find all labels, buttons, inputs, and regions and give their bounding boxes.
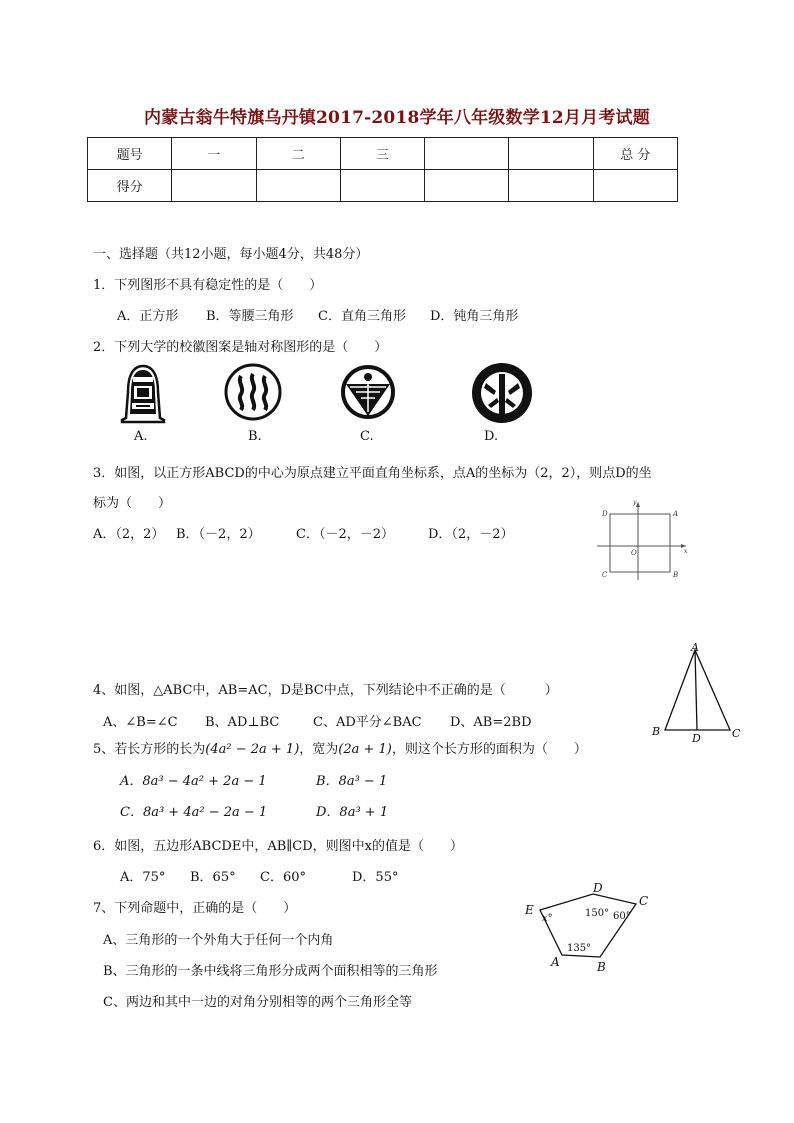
score-table (87, 137, 678, 202)
question-5-length: (4a² − 2a + 1) (205, 742, 300, 757)
emblem-b-icon (223, 362, 283, 422)
score-cell (425, 170, 509, 202)
question-3-option-b: B．（－2，2） (176, 527, 261, 542)
score-cell (509, 170, 593, 202)
question-1-option-b: B．等腰三角形 (206, 309, 294, 324)
question-2-option-d: D. (484, 429, 499, 444)
question-1-option-a: A．正方形 (117, 309, 179, 324)
question-7-option-c: C、两边和其中一边的对角分别相等的两个三角形全等 (103, 995, 412, 1010)
question-7-stem: 7、下列命题中，正确的是（ ） (93, 901, 297, 916)
score-cell: 总 分 (593, 138, 677, 170)
figure-label-c: C (732, 727, 741, 740)
question-3-option-d: D．（2，－2） (428, 527, 514, 542)
figure-label-d: D (692, 732, 701, 745)
question-1-option-c: C．直角三角形 (318, 309, 406, 324)
question-6-option-d: D．55° (352, 870, 399, 885)
figure-label-b: B (673, 571, 679, 579)
question-6-option-b: B．65° (190, 870, 236, 885)
question-5-option-c: C．8a³ + 4a² − 2a − 1 (120, 805, 268, 820)
question-5-width: (2a + 1) (338, 742, 392, 757)
question-5-stem-prefix: 5、若长方形的长为 (93, 742, 206, 757)
emblem-d-icon (470, 361, 534, 425)
question-6-option-c: C．60° (260, 870, 306, 885)
figure-label-d: D (593, 881, 603, 895)
score-cell: 一 (172, 138, 256, 170)
pentagon-figure (520, 880, 660, 975)
question-5-option-d: D．8a³ + 1 (316, 805, 389, 820)
score-cell: 三 (340, 138, 424, 170)
score-cell (425, 138, 509, 170)
score-table-header-row (88, 138, 678, 170)
question-3-option-c: C．（－2，－2） (296, 527, 394, 542)
score-cell (172, 170, 256, 202)
figure-label-a: A (691, 641, 699, 654)
score-cell (340, 170, 424, 202)
emblem-c-icon (338, 362, 398, 422)
score-cell (256, 170, 340, 202)
question-5-option-b: B．8a³ − 1 (316, 774, 388, 789)
question-3-stem-line2: 标为（ ） (93, 496, 172, 511)
score-cell (509, 138, 593, 170)
figure-label-e: E (525, 903, 534, 917)
question-5-stem-mid: ，宽为 (299, 742, 339, 757)
score-cell: 二 (256, 138, 340, 170)
figure-label-x: x (684, 548, 688, 555)
question-2-option-c: C. (360, 429, 374, 444)
question-1-option-d: D．钝角三角形 (430, 309, 519, 324)
angle-label-150: 150° (585, 908, 610, 919)
score-table-score-row (88, 170, 678, 202)
question-5-stem (93, 738, 587, 757)
question-5-stem-suffix: ，则这个长方形的面积为（ ） (391, 742, 587, 757)
figure-label-o: O (631, 549, 637, 557)
angle-label-135: 135° (567, 943, 592, 954)
figure-label-y: y (633, 499, 637, 506)
angle-label-x: x° (542, 913, 553, 924)
figure-label-a: A (551, 955, 560, 969)
figure-label-c: C (639, 894, 649, 908)
angle-label-60: 60° (613, 911, 631, 922)
question-4-option-c: C、AD平分∠BAC (313, 715, 422, 730)
question-7-option-b: B、三角形的一条中线将三角形分成两个面积相等的三角形 (103, 964, 438, 979)
question-4-option-b: B、AD⊥BC (205, 715, 280, 730)
score-cell: 得分 (88, 170, 172, 202)
question-7-option-a: A、三角形的一个外角大于任何一个内角 (103, 933, 334, 948)
question-4-option-d: D、AB=2BD (450, 715, 532, 730)
question-3-stem-line1: 3．如图，以正方形ABCD的中心为原点建立平面直角坐标系，点A的坐标为（2，2），则点D的坐 (93, 466, 652, 481)
figure-label-b: B (597, 960, 606, 974)
question-1-stem: 1．下列图形不具有稳定性的是（ ） (93, 278, 323, 293)
question-4-option-a: A、∠B=∠C (103, 715, 178, 730)
figure-label-b: B (652, 725, 661, 738)
question-5-option-a: A．8a³ − 4a² + 2a − 1 (120, 774, 267, 789)
question-2-option-b: B. (248, 429, 262, 444)
score-cell: 题号 (88, 138, 172, 170)
score-cell (593, 170, 677, 202)
square-coordinate-figure (592, 496, 692, 582)
question-2-option-a: A. (134, 429, 148, 444)
question-2-stem: 2．下列大学的校徽图案是轴对称图形的是（ ） (93, 340, 388, 355)
question-6-option-a: A．75° (120, 870, 166, 885)
page-title: 内蒙古翁牛特旗乌丹镇2017-2018学年八年级数学12月月考试题 (144, 108, 650, 128)
question-4-stem: 4、如图，△ABC中，AB=AC，D是BC中点，下列结论中不正确的是（ ） (93, 683, 558, 698)
isosceles-triangle-figure (645, 640, 745, 745)
figure-label-c: C (602, 571, 608, 579)
question-3-option-a: A．（2，2） (93, 527, 165, 542)
figure-label-d: D (602, 510, 608, 518)
section-heading: 一、选择题（共12小题，每小题4分，共48分） (93, 247, 369, 262)
emblem-a-icon (118, 362, 168, 424)
figure-label-a: A (673, 510, 679, 518)
question-6-stem: 6．如图，五边形ABCDE中，AB∥CD，则图中x的值是（ ） (93, 839, 463, 854)
